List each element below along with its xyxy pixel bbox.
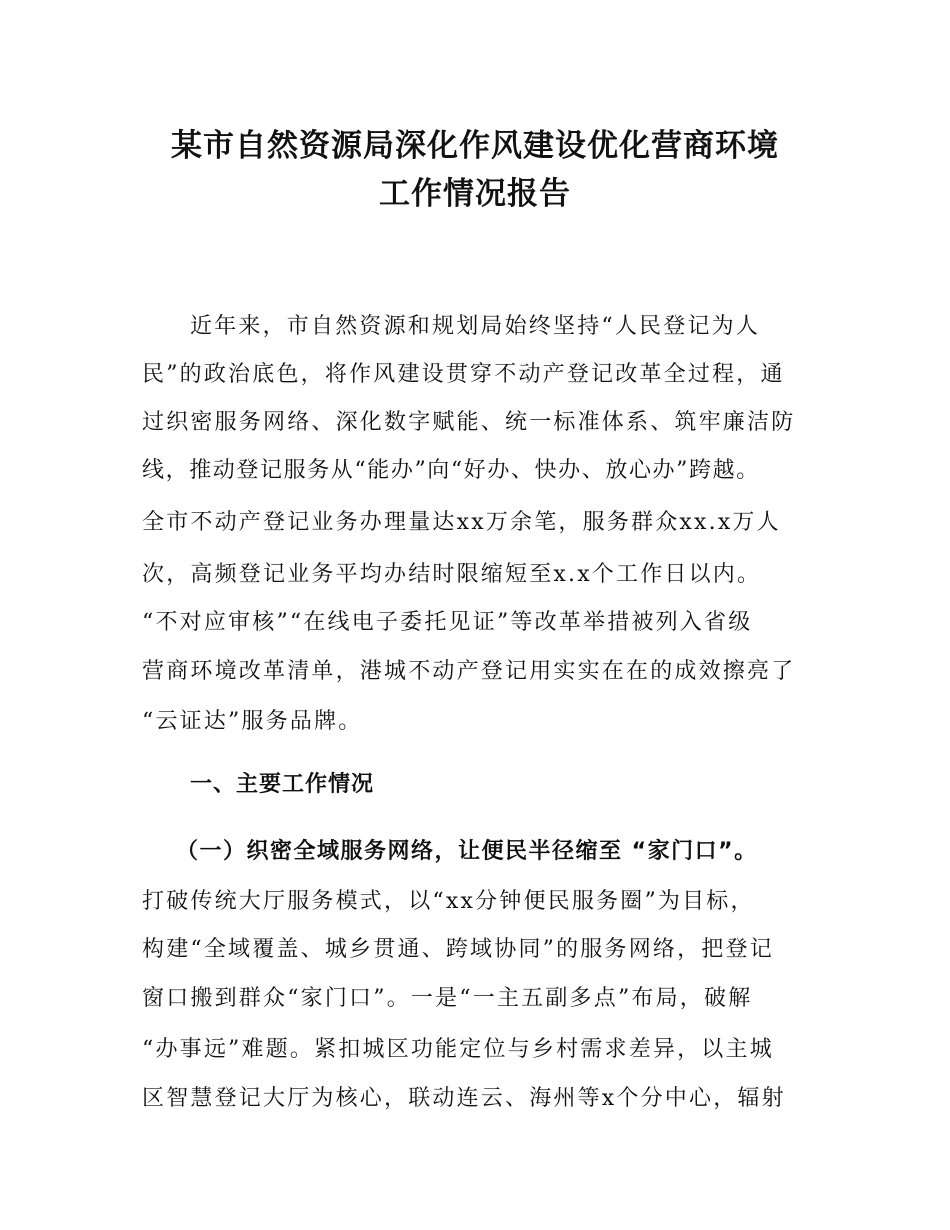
document-title-line-2: 工作情况报告 <box>379 176 571 212</box>
intro-paragraph-line: 线，推动登记服务从“能办”向“好办、快办、放心办”跨越。 <box>142 458 760 483</box>
section-heading: 一、主要工作情况 <box>190 772 375 797</box>
body-paragraph-line: 窗口搬到群众“家门口”。一是“一主五副多点”布局，破解 <box>142 986 753 1011</box>
intro-paragraph-line: “不对应审核”“在线电子委托见证”等改革举措被列入省级 <box>142 610 753 635</box>
body-paragraph-line: 打破传统大厅服务模式，以“xx分钟便民服务圈”为目标， <box>142 889 755 914</box>
intro-paragraph-line: 次，高频登记业务平均办结时限缩短至x.x个工作日以内。 <box>142 562 762 587</box>
body-paragraph-line: 构建“全域覆盖、城乡贯通、跨域协同”的服务网络，把登记 <box>142 937 774 962</box>
intro-paragraph-line: “云证达”服务品牌。 <box>142 709 363 734</box>
intro-paragraph-line: 近年来，市自然资源和规划局始终坚持“人民登记为人 <box>190 314 761 339</box>
subsection-heading: （一）织密全域服务网络，让便民半径缩至 “家门口”。 <box>176 839 758 864</box>
document-title-line-1: 某市自然资源局深化作风建设优化营商环境 <box>171 128 779 164</box>
intro-paragraph-line: 全市不动产登记业务办理量达xx万余笔，服务群众xx.x万人 <box>142 510 781 535</box>
body-paragraph-line: “办事远”难题。紧扣城区功能定位与乡村需求差异，以主城 <box>142 1037 774 1062</box>
intro-paragraph-line: 过织密服务网络、深化数字赋能、统一标准体系、筑牢廉洁防 <box>142 410 796 435</box>
intro-paragraph-line: 民”的政治底色，将作风建设贯穿不动产登记改革全过程，通 <box>142 362 785 387</box>
intro-paragraph-line: 营商环境改革清单，港城不动产登记用实实在在的成效擦亮了 <box>142 659 796 684</box>
body-paragraph-line: 区智慧登记大厅为核心，联动连云、海州等x个分中心，辐射 <box>142 1086 786 1111</box>
